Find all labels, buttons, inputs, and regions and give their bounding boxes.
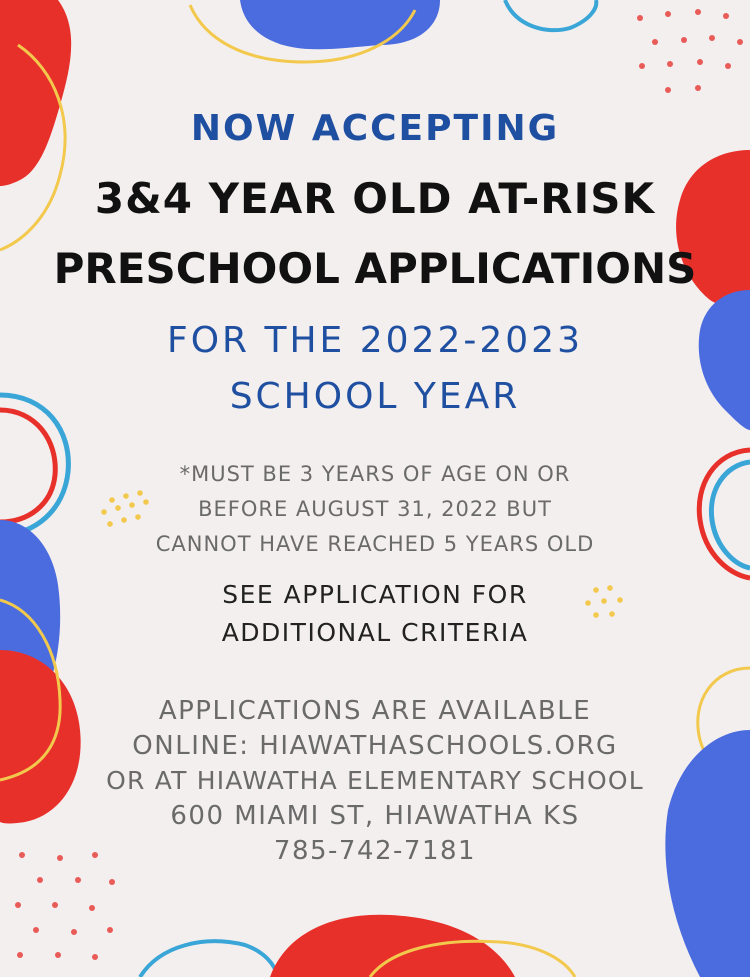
cyan-swirl-bottom [140,941,278,977]
red-blob-top-left [0,0,71,186]
eligibility-line-3: CANNOT HAVE REACHED 5 YEARS OLD [155,532,595,556]
red-dots-bottom-left [15,852,115,960]
cyan-swirl-top-right [505,0,596,30]
school-year-line-2: SCHOOL YEAR [229,376,521,417]
headline-top: NOW ACCEPTING [190,108,560,149]
availability-line-5: 785-742-7181 [273,836,477,866]
criteria-line-1: SEE APPLICATION FOR [222,580,528,609]
red-blob-bottom [270,915,515,977]
availability-line-1: APPLICATIONS ARE AVAILABLE [158,696,592,726]
availability-line-2: ONLINE: HIAWATHASCHOOLS.ORG [132,731,618,761]
eligibility-line-1: *MUST BE 3 YEARS OF AGE ON OR [179,462,571,486]
criteria-line-2: ADDITIONAL CRITERIA [221,618,529,647]
headline-main-line-1: 3&4 YEAR OLD AT-RISK [94,174,656,223]
availability-line-4: 600 MIAMI ST, HIAWATHA KS [170,801,580,831]
red-dots-top-right [637,9,743,93]
headline-main-line-2: PRESCHOOL APPLICATIONS [53,244,697,293]
blue-blob-top [240,0,440,49]
availability-line-3: OR AT HIAWATHA ELEMENTARY SCHOOL [106,766,644,795]
school-year-line-1: FOR THE 2022-2023 [167,320,583,361]
eligibility-line-2: BEFORE AUGUST 31, 2022 BUT [198,497,552,521]
